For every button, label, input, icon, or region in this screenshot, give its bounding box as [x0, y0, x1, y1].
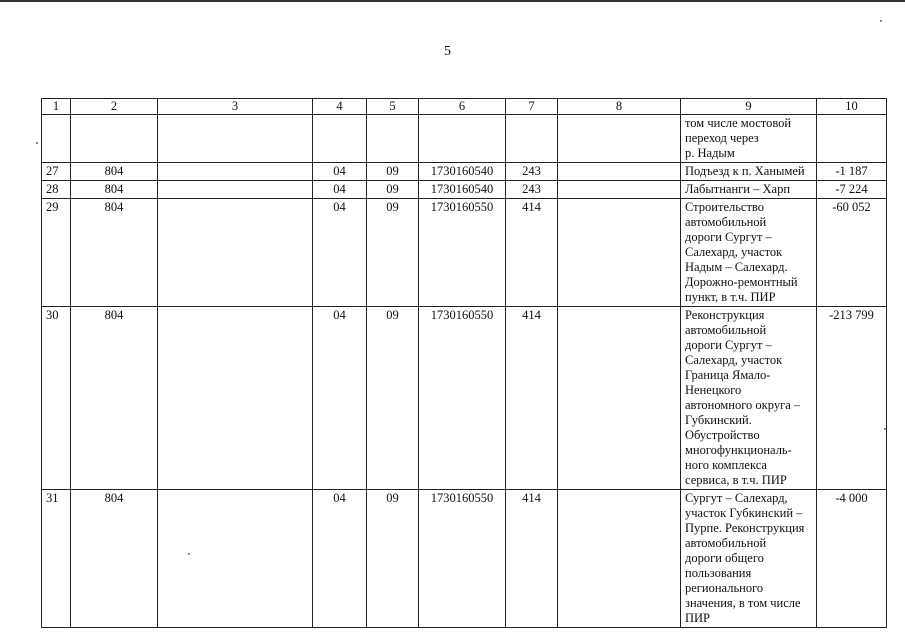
scan-speck	[36, 142, 38, 144]
cell-number: 31	[42, 490, 71, 628]
cell-subsection: 09	[367, 163, 419, 181]
cell-col8	[558, 181, 681, 199]
cell-target-article	[419, 115, 506, 163]
budget-table	[41, 98, 887, 628]
cell-section: 04	[313, 163, 367, 181]
cell-number	[42, 115, 71, 163]
cell-col3	[158, 115, 313, 163]
cell-name: Лабытнанги – Харп	[681, 181, 817, 199]
cell-subsection: 09	[367, 490, 419, 628]
cell-col8	[558, 115, 681, 163]
cell-ministry-code: 804	[71, 307, 158, 490]
cell-name: том числе мостовой переход через р. Надым	[681, 115, 817, 163]
cell-col3	[158, 199, 313, 307]
cell-name: Сургут – Салехард, участок Губкинский – Пурпе. Реконструкция автомобильной дороги общего пользования регионального значения, в том числе ПИР	[681, 490, 817, 628]
cell-subsection	[367, 115, 419, 163]
col-header: 9	[681, 99, 817, 115]
scan-speck	[880, 20, 882, 22]
col-header: 7	[506, 99, 558, 115]
cell-number: 29	[42, 199, 71, 307]
cell-ministry-code: 804	[71, 163, 158, 181]
cell-ministry-code: 804	[71, 199, 158, 307]
cell-col3	[158, 163, 313, 181]
cell-expense-type: 243	[506, 163, 558, 181]
cell-section: 04	[313, 199, 367, 307]
cell-expense-type: 414	[506, 490, 558, 628]
cell-section: 04	[313, 181, 367, 199]
cell-target-article: 1730160550	[419, 199, 506, 307]
cell-section: 04	[313, 307, 367, 490]
col-header: 5	[367, 99, 419, 115]
cell-expense-type: 414	[506, 199, 558, 307]
cell-ministry-code	[71, 115, 158, 163]
table-row	[42, 199, 887, 307]
col-header: 1	[42, 99, 71, 115]
cell-subsection: 09	[367, 307, 419, 490]
cell-expense-type: 243	[506, 181, 558, 199]
cell-ministry-code: 804	[71, 181, 158, 199]
table-row	[42, 181, 887, 199]
table-row	[42, 115, 887, 163]
cell-expense-type	[506, 115, 558, 163]
cell-col8	[558, 307, 681, 490]
cell-target-article: 1730160540	[419, 163, 506, 181]
cell-target-article: 1730160550	[419, 490, 506, 628]
scan-top-edge	[0, 0, 905, 2]
page-number: 5	[444, 44, 451, 59]
cell-sum: -213 799	[817, 307, 887, 490]
cell-expense-type: 414	[506, 307, 558, 490]
table-row	[42, 490, 887, 628]
cell-sum: -1 187	[817, 163, 887, 181]
cell-number: 30	[42, 307, 71, 490]
table-row	[42, 307, 887, 490]
col-header: 4	[313, 99, 367, 115]
col-header: 6	[419, 99, 506, 115]
cell-sum	[817, 115, 887, 163]
cell-number: 28	[42, 181, 71, 199]
cell-sum: -4 000	[817, 490, 887, 628]
cell-name: Строительство автомобильной дороги Сургут – Салехард, участок Надым – Салехард. Дорожно-ремонтный пункт, в т.ч. ПИР	[681, 199, 817, 307]
cell-col3	[158, 307, 313, 490]
cell-section: 04	[313, 490, 367, 628]
cell-ministry-code: 804	[71, 490, 158, 628]
cell-subsection: 09	[367, 199, 419, 307]
cell-col8	[558, 199, 681, 307]
cell-section	[313, 115, 367, 163]
cell-col8	[558, 490, 681, 628]
cell-sum: -7 224	[817, 181, 887, 199]
cell-name: Подъезд к п. Ханымей	[681, 163, 817, 181]
col-header: 8	[558, 99, 681, 115]
col-header: 2	[71, 99, 158, 115]
cell-col3	[158, 181, 313, 199]
table-row	[42, 163, 887, 181]
cell-name: Реконструкция автомобильной дороги Сургут – Салехард, участок Граница Ямало- Ненецкого автономного округа – Губкинский. Обустройство многофункциональ- ного комплекса сервиса, в т.ч. ПИР	[681, 307, 817, 490]
cell-col3	[158, 490, 313, 628]
cell-subsection: 09	[367, 181, 419, 199]
header-row	[42, 99, 887, 115]
cell-col8	[558, 163, 681, 181]
cell-target-article: 1730160550	[419, 307, 506, 490]
cell-number: 27	[42, 163, 71, 181]
col-header: 3	[158, 99, 313, 115]
cell-sum: -60 052	[817, 199, 887, 307]
col-header: 10	[817, 99, 887, 115]
cell-target-article: 1730160540	[419, 181, 506, 199]
